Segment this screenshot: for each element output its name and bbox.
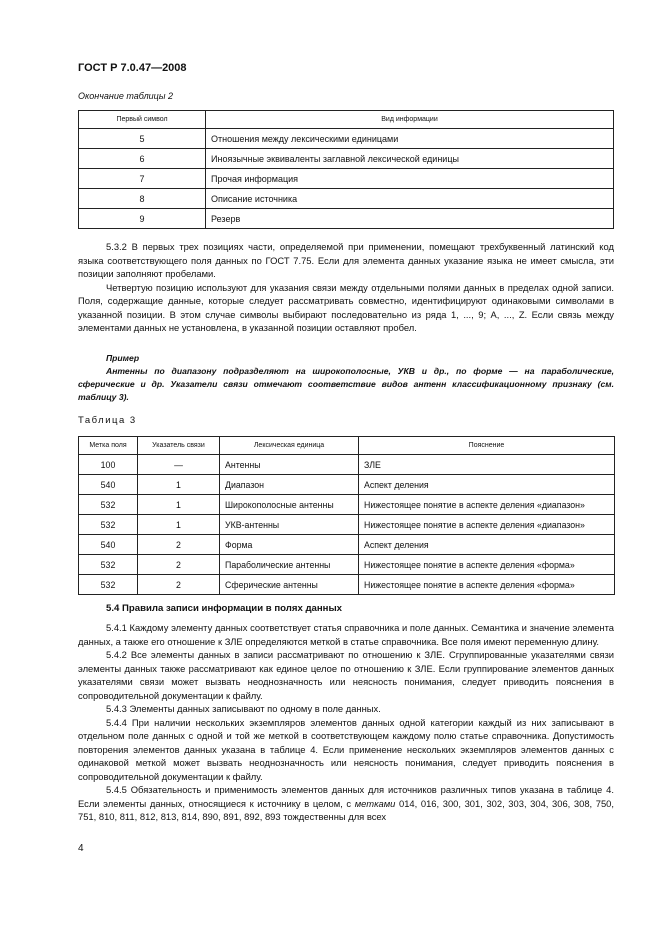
table-cell: Диапазон xyxy=(220,475,359,495)
table-row xyxy=(79,169,614,189)
paragraph-5-4-2: 5.4.2 Все элементы данных в записи рассматривают по отношению к ЗЛЕ. Сгруппированные указателями связи элементы данных также рассматривают как единое целое по отношению к ЗЛЕ. Если группирование элементов данных указателями связи может вызвать неоднозначность или неясность понимания, следует приводить пояснения в сопроводительной документации к файлу. xyxy=(78,649,614,701)
paragraph-5-4-5-part-b: 014, 016, 300, 301, 302, 303, 304, 306, 308, 750, 751, 810, 811, 812, 813, 814, 890, 891, 892, 893 тождественны для всех xyxy=(78,797,614,822)
table-cell: 1 xyxy=(138,475,220,495)
table-cell: Антенны xyxy=(220,455,359,475)
table-cell: ЗЛЕ xyxy=(359,455,615,475)
table2 xyxy=(78,110,614,229)
table-row xyxy=(79,515,615,535)
table-row xyxy=(79,149,614,169)
page-number: 4 xyxy=(78,843,84,854)
document-header: ГОСТ Р 7.0.47—2008 xyxy=(78,62,187,74)
table-cell: УКВ-антенны xyxy=(220,515,359,535)
table-cell: Нижестоящее понятие в аспекте деления «форма» xyxy=(359,555,615,575)
table-cell: 1 xyxy=(138,495,220,515)
table-cell: Параболические антенны xyxy=(220,555,359,575)
table-cell: 532 xyxy=(79,495,138,515)
table-cell: 2 xyxy=(138,555,220,575)
table-cell: Прочая информация xyxy=(206,169,614,189)
table-cell: 100 xyxy=(79,455,138,475)
table-cell: 8 xyxy=(79,189,206,209)
column-header: Метка поля xyxy=(79,437,138,455)
table-cell: 6 xyxy=(79,149,206,169)
table-cell: 9 xyxy=(79,209,206,229)
column-header: Лексическая единица xyxy=(220,437,359,455)
table-row xyxy=(79,495,615,515)
table-cell: 532 xyxy=(79,515,138,535)
table-cell: Нижестоящее понятие в аспекте деления «форма» xyxy=(359,575,615,595)
table-row xyxy=(79,555,615,575)
table-cell: Отношения между лексическими единицами xyxy=(206,129,614,149)
example-text: Антенны по диапазону подразделяют на широкополосные, УКВ и др., по форме — на параболические, сферические и др. Указатели связи отмечают соответствие видов антенн классификационному признаку (см. таблицу 3). xyxy=(78,366,614,402)
table-cell: — xyxy=(138,455,220,475)
table-cell: 1 xyxy=(138,515,220,535)
table-cell: 540 xyxy=(79,535,138,555)
column-header: Первый символ xyxy=(79,111,206,129)
table-row xyxy=(79,535,615,555)
table3-caption: Таблица 3 xyxy=(78,415,137,426)
table-cell: 532 xyxy=(79,555,138,575)
table2-caption: Окончание таблицы 2 xyxy=(78,91,173,101)
paragraph-5-4-4: 5.4.4 При наличии нескольких экземпляров элементов данных одной категории каждый из них записывают в отдельном поле данных с одной и той же меткой в соответствующем каждому полю статье справочника. Допустимость повторения элементов данных указана в таблице 4. Если применение нескольких экземпляров элементов данных с одинаковой меткой может вызвать неоднозначность или неясность понимания, следует приводить пояснения в сопроводительной документации к файлу. xyxy=(78,716,614,782)
example-label: Пример xyxy=(106,353,140,363)
table-cell: Описание источника xyxy=(206,189,614,209)
table-row xyxy=(79,455,615,475)
table-cell: 532 xyxy=(79,575,138,595)
table-row xyxy=(79,475,615,495)
table-cell: Аспект деления xyxy=(359,535,615,555)
table-header-row xyxy=(79,111,614,129)
table-row xyxy=(79,129,614,149)
table-row xyxy=(79,189,614,209)
paragraph-5-4-5-part-a: 5.4.5 Обязательность и применимость элементов данных для источников различных типов указана в таблице 4. Если элементы данных, относящиеся к источнику в целом, с xyxy=(78,784,614,809)
column-header: Пояснение xyxy=(359,437,615,455)
table-cell: Сферические антенны xyxy=(220,575,359,595)
table-cell: Широкополосные антенны xyxy=(220,495,359,515)
column-header: Вид информации xyxy=(206,111,614,129)
table-cell: Форма xyxy=(220,535,359,555)
table-cell: Нижестоящее понятие в аспекте деления «диапазон» xyxy=(359,515,615,535)
paragraph-5-4-1: 5.4.1 Каждому элементу данных соответствует статья справочника и поле данных. Семантика и значение элемента данных, а также его отношение к ЗЛЕ определяются меткой в статье справочника. Все поля имеют переменную длину. xyxy=(78,622,614,647)
table3 xyxy=(78,436,615,595)
table-cell: Аспект деления xyxy=(359,475,615,495)
table-cell: Иноязычные эквиваленты заглавной лексической единицы xyxy=(206,149,614,169)
column-header: Указатель связи xyxy=(138,437,220,455)
paragraph-5-4-5-emphasis: метками xyxy=(354,797,396,809)
table-row xyxy=(79,209,614,229)
table-cell: Нижестоящее понятие в аспекте деления «диапазон» xyxy=(359,495,615,515)
table-cell: 2 xyxy=(138,535,220,555)
paragraph-5-4-3: 5.4.3 Элементы данных записывают по одному в поле данных. xyxy=(106,703,381,714)
table-header-row xyxy=(79,437,615,455)
table-cell: 5 xyxy=(79,129,206,149)
paragraph-5-4-5 xyxy=(78,783,614,824)
table-cell: Резерв xyxy=(206,209,614,229)
paragraph-fourth-position: Четвертую позицию используют для указания связи между отдельными полями данных в пределах одной записи. Поля, содержащие данные, которые следует рассматривать совместно, идентифицируют одинаковыми символами в указанной позиции. В этом случае символы выбирают последовательно из ряда 1, ..., 9; A, ..., Z. Если связь между элементами данных не установлена, в указанной позиции оставляют пробел. xyxy=(78,281,614,333)
paragraph-5-3-2: 5.3.2 В первых трех позициях части, определяемой при применении, помещают трехбуквенный латинский код языка соответствующего поля данных по ГОСТ 7.75. Если для элемента данных указание языка не имеет смысла, эти позиции заполняют пробелами. xyxy=(78,241,614,279)
section-title: 5.4 Правила записи информации в полях данных xyxy=(106,603,342,614)
table-cell: 7 xyxy=(79,169,206,189)
table-row xyxy=(79,575,615,595)
table-cell: 540 xyxy=(79,475,138,495)
table-cell: 2 xyxy=(138,575,220,595)
